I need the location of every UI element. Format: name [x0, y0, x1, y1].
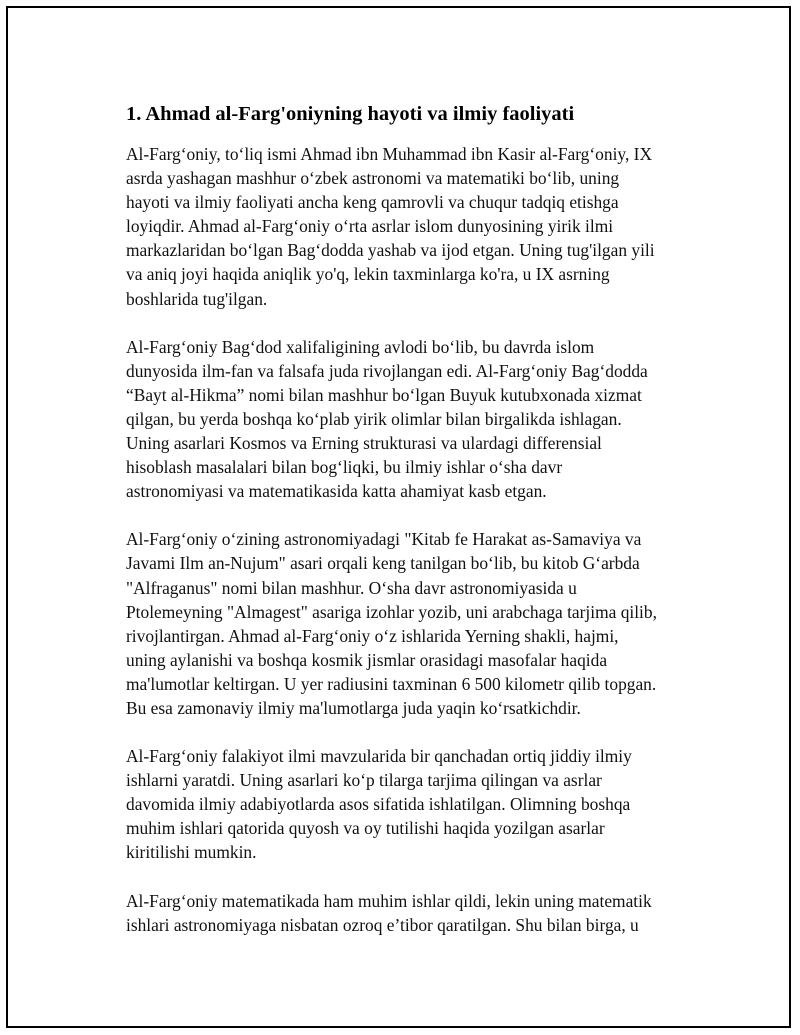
text-line: “Bayt al-Hikma” nomi bilan mashhur bo‘lgan Buyuk kutubxonada xizmat [126, 384, 642, 405]
text-line: Al-Farg‘oniy matematikada ham muhim ishlar qildi, lekin uning matematik [126, 890, 652, 911]
paragraph-4 [126, 744, 696, 864]
page [6, 6, 791, 1028]
text-line: asrda yashagan mashhur o‘zbek astronomi va matematiki bo‘lib, uning [126, 168, 620, 189]
text-line: Javami Ilm an-Nujum" asari orqali keng tanilgan bo‘lib, bu kitob G‘arbda [126, 553, 640, 574]
paragraph-5 [126, 889, 696, 937]
text-line: boshlarida tug'ilgan. [126, 288, 268, 309]
text-line: Al-Farg‘oniy Bag‘dod xalifaligining avlodi bo‘lib, bu davrda islom [126, 336, 595, 357]
text-line: Al-Farg‘oniy falakiyot ilmi mavzularida bir qanchadan ortiq jiddiy ilmiy [126, 746, 632, 767]
text-line: Uning asarlari Kosmos va Erning strukturasi va ulardagi differensial [126, 433, 602, 454]
paragraph-2 [126, 335, 696, 504]
paragraph-1 [126, 142, 696, 311]
text-line: hayoti va ilmiy faoliyati ancha keng qamrovli va chuqur tadqiq etishga [126, 192, 619, 213]
text-line: Al-Farg‘oniy o‘zining astronomiyadagi "Kitab fe Harakat as-Samaviya va [126, 529, 642, 550]
text-line: "Alfraganus" nomi bilan mashhur. O‘sha davr astronomiyasida u [126, 577, 577, 598]
text-line: astronomiyasi va matematikasida katta ahamiyat kasb etgan. [126, 481, 547, 502]
text-line: uning aylanishi va boshqa kosmik jismlar orasidagi masofalar haqida [126, 649, 608, 670]
document-body [126, 101, 696, 961]
text-line: Bu esa zamonaviy ilmiy ma'lumotlarga juda yaqin ko‘rsatkichdir. [126, 697, 581, 718]
text-line: loyiqdir. Ahmad al-Farg‘oniy o‘rta asrlar islom dunyosining yirik ilmi [126, 216, 614, 237]
text-line: markazlaridan bo‘lgan Bag‘dodda yashab va ijod etgan. Uning tug'ilgan yili [126, 240, 655, 261]
paragraph-3 [126, 527, 696, 720]
text-line: ishlari astronomiyaga nisbatan ozroq e’tibor qaratilgan. Shu bilan birga, u [126, 914, 639, 935]
text-line: qilgan, bu yerda boshqa ko‘plab yirik olimlar bilan birgalikda ishlagan. [126, 408, 622, 429]
text-line: davomida ilmiy adabiyotlarda asos sifatida ishlatilgan. Olimning boshqa [126, 794, 631, 815]
text-line: ishlarni yaratdi. Uning asarlari ko‘p tilarga tarjima qilingan va asrlar [126, 770, 602, 791]
text-line: kiritilishi mumkin. [126, 842, 257, 863]
text-line: ma'lumotlar keltirgan. U yer radiusini taxminan 6 500 kilometr qilib topgan. [126, 673, 657, 694]
text-line: Al-Farg‘oniy, to‘liq ismi Ahmad ibn Muhammad ibn Kasir al-Farg‘oniy, IX [126, 144, 653, 164]
section-heading: 1. Ahmad al-Farg'oniyning hayoti va ilmiy faoliyati [126, 103, 575, 125]
text-line: muhim ishlari qatorida quyosh va oy tutilishi haqida yozilgan asarlar [126, 818, 605, 839]
text-line: hisoblash masalalari bilan bog‘liqki, bu ilmiy ishlar o‘sha davr [126, 457, 563, 478]
text-line: va aniq joyi haqida aniqlik yo'q, lekin taxminlarga ko'ra, u IX asrning [126, 264, 610, 285]
text-line: rivojlantirgan. Ahmad al-Farg‘oniy o‘z ishlarida Yerning shakli, hajmi, [126, 625, 619, 646]
text-line: Ptolemeyning "Almagest" asariga izohlar yozib, uni arabchaga tarjima qilib, [126, 601, 657, 622]
text-line: dunyosida ilm-fan va falsafa juda rivojlangan edi. Al-Farg‘oniy Bag‘dodda [126, 360, 648, 381]
